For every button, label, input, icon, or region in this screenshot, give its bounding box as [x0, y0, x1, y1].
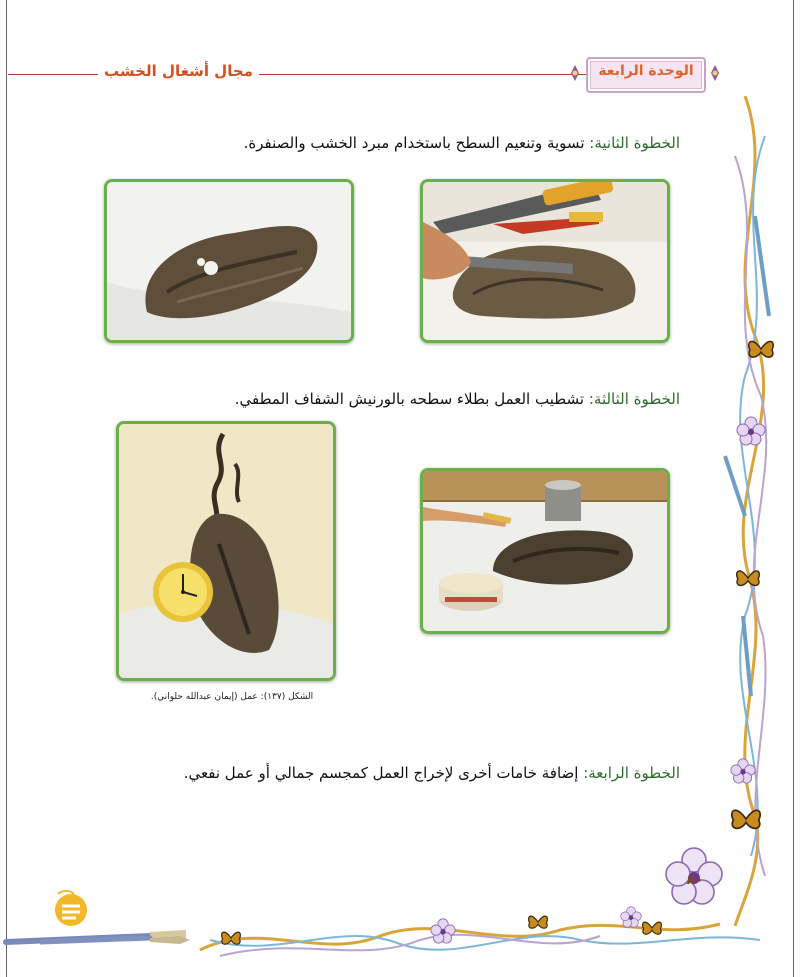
photo-filing-wood-image	[423, 182, 667, 340]
section-title: مجال أشغال الخشب	[98, 62, 259, 80]
photo-finished-clock	[116, 421, 336, 681]
step-two-text: تسوية وتنعيم السطح باستخدام مبرد الخشب والصنفرة.	[243, 134, 590, 152]
ornament-icon	[706, 64, 724, 82]
publisher-logo-icon	[52, 888, 90, 928]
page-edge-right	[793, 0, 794, 977]
butterfly-icon	[218, 928, 244, 948]
photo-varnishing-image	[423, 471, 667, 631]
photo-filing-wood	[420, 179, 670, 343]
butterfly-icon	[526, 912, 550, 932]
unit-badge-label: الوحدة الرابعة	[598, 63, 694, 79]
flower-icon	[430, 918, 456, 944]
floral-border-right	[705, 96, 793, 926]
page-edge-left	[6, 0, 7, 977]
step-three	[235, 390, 680, 408]
butterfly-icon	[640, 918, 664, 938]
butterfly-icon	[728, 804, 764, 834]
photo-smoothed-wood	[104, 179, 354, 343]
step-four	[184, 764, 680, 782]
figure-caption: الشكل (١٣٧): عمل (إيمان عبدالله حلواني).	[150, 692, 314, 702]
ornament-icon	[566, 64, 584, 82]
photo-smoothed-wood-image	[107, 182, 351, 340]
step-three-label: الخطوة الثالثة:	[588, 390, 680, 408]
step-four-label: الخطوة الرابعة:	[583, 764, 680, 782]
photo-finished-clock-image	[119, 424, 333, 678]
flower-icon	[736, 416, 766, 446]
flower-icon	[730, 758, 756, 784]
unit-badge	[566, 54, 724, 94]
step-two-label: الخطوة الثانية:	[589, 134, 680, 152]
butterfly-icon	[734, 566, 762, 590]
step-three-text: تشطيب العمل بطلاء سطحه بالورنيش الشفاف المطفي.	[234, 390, 589, 408]
step-two	[244, 134, 680, 152]
step-four-text: إضافة خامات أخرى لإخراج العمل كمجسم جمالي أو عمل نفعي.	[183, 764, 584, 782]
paintbrush-icon	[40, 930, 190, 950]
page-number: ٨٠	[686, 872, 704, 888]
flower-icon	[620, 906, 642, 928]
photo-varnishing	[420, 468, 670, 634]
butterfly-icon	[746, 336, 776, 362]
